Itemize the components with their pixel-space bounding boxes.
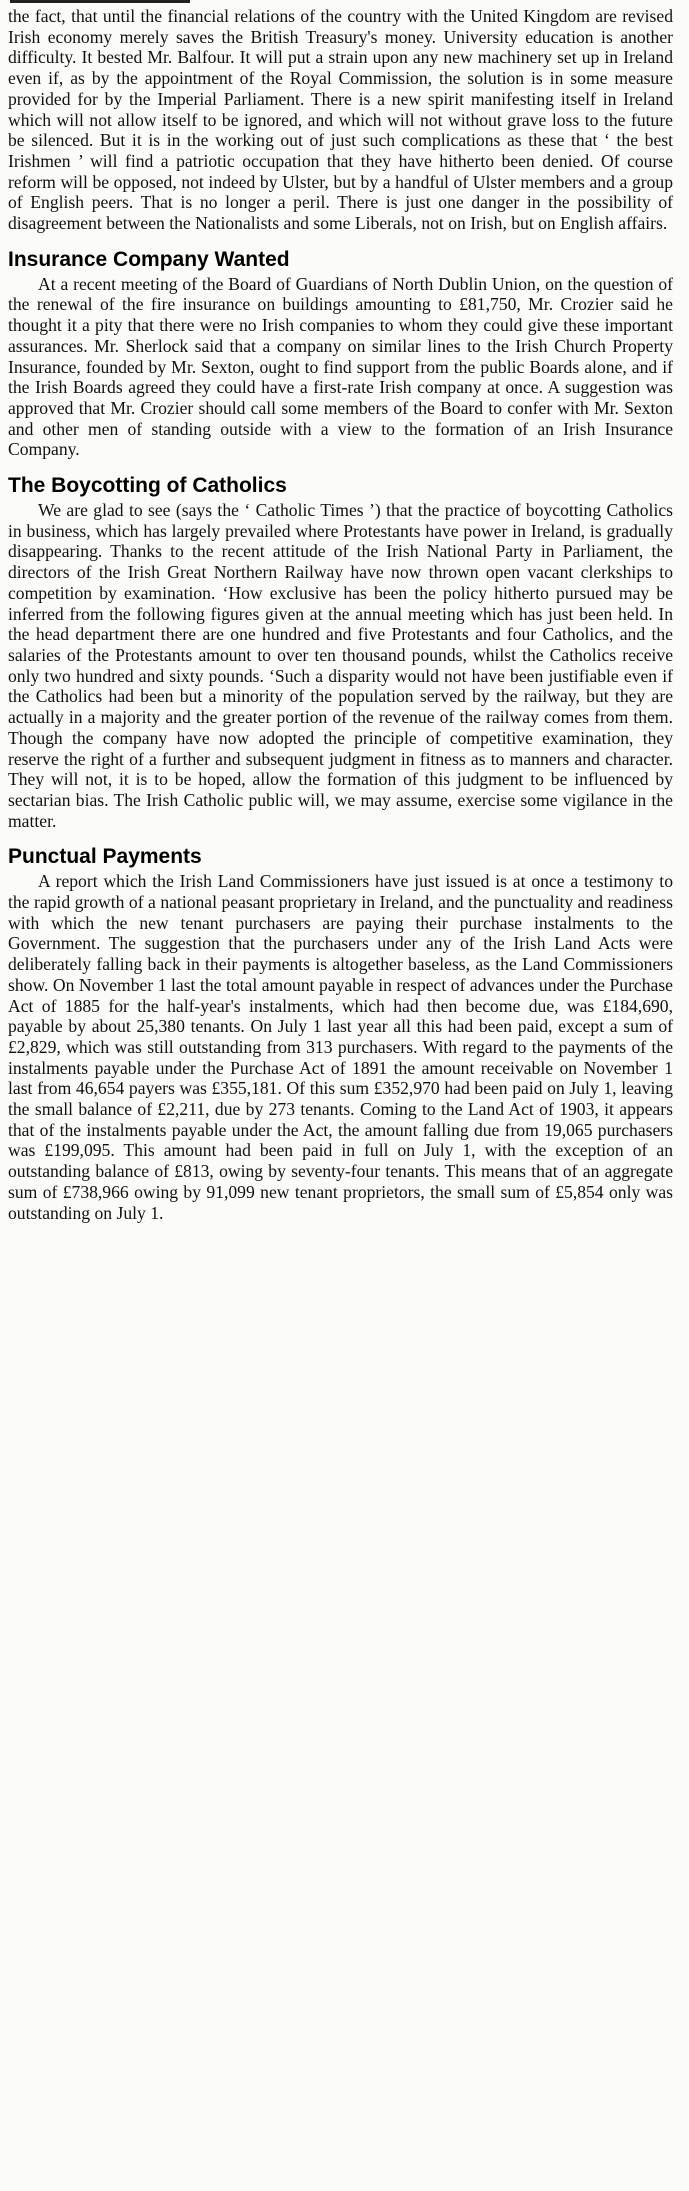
article-column xyxy=(8,6,673,2186)
section-paragraph-boycotting: We are glad to see (says the ‘ Catholic Times ’) that the practice of boycotting Catholics in business, which has largely prevailed where Protestants have power in Ireland, is gradually disappearing. Thanks to the recent attitude of the Irish National Party in Parliament, the directors of the Irish Great Northern Railway have now thrown open vacant clerkships to competition by examination. ‘How exclusive has been the policy hitherto pursued may be inferred from the following figures given at the annual meeting which has just been held. In the head department there are one hundred and five Protestants and four Catholics, and the salaries of the Protestants amount to over ten thousand pounds, whilst the Catholics receive only two hundred and sixty pounds. ‘Such a disparity would not have been justifiable even if the Catholics had been but a minority of the population served by the railway, but they are actually in a majority and the greater portion of the revenue of the railway comes from them. Though the company have now adopted the principle of competitive examination, they reserve the right of a further and subsequent judgment in fitness as to manners and character. They will not, it is to be hoped, allow the formation of this judgment to be influenced by sectarian bias. The Irish Catholic public will, we may assume, exercise some vigilance in the matter. xyxy=(8,500,673,831)
section-paragraph-punctual: A report which the Irish Land Commissioners have just issued is at once a testimony to the rapid growth of a national peasant proprietary in Ireland, and the punctuality and readiness with which the new tenant purchasers are paying their purchase instalments to the Government. The suggestion that the purchasers under any of the Irish Land Acts were deliberately falling back in their payments is altogether baseless, as the Land Commissioners show. On November 1 last the total amount payable in respect of advances under the Purchase Act of 1885 for the half-year's instalments, which had then become due, was £184,690, payable by about 25,380 tenants. On July 1 last year all this had been paid, except a sum of £2,829, which was still outstanding from 313 purchasers. With regard to the payments of the instalments payable under the Purchase Act of 1891 the amount receivable on November 1 last from 46,654 payers was £355,181. Of this sum £352,970 had been paid on July 1, leaving the small balance of £2,211, due by 273 tenants. Coming to the Land Act of 1903, it appears that of the instalments payable under the Act, the amount falling due from 19,065 purchasers was £199,095. This amount had been paid in full on July 1, with the exception of an outstanding balance of £813, owing by seventy-four tenants. This means that of an aggregate sum of £738,966 owing by 91,099 new tenant proprietors, the small sum of £5,854 only was outstanding on July 1. xyxy=(8,871,673,1223)
top-rule-divider xyxy=(10,0,190,3)
section-heading-boycotting: The Boycotting of Catholics xyxy=(8,474,287,498)
intro-paragraph: the fact, that until the financial relations of the country with the United Kingdom are revised Irish economy merely saves the British Treasury's money. University education is another difficulty. It bested Mr. Balfour. It will put a strain upon any new machinery set up in Ireland even if, as by the appointment of the Royal Commission, the solution is in some measure provided for by the Imperial Parliament. There is a new spirit manifesting itself in Ireland which will not allow itself to be ignored, and which will not without grave loss to the future be silenced. But it is in the working out of just such complications as these that ‘ the best Irishmen ’ will find a patriotic occupation that they have hitherto been denied. Of course reform will be opposed, not indeed by Ulster, but by a handful of Ulster members and a group of English peers. That is no longer a peril. There is just one danger in the possibility of disagreement between the Nationalists and some Liberals, not on Irish, but on English affairs. xyxy=(8,6,673,234)
section-paragraph-insurance: At a recent meeting of the Board of Guardians of North Dublin Union, on the question of the renewal of the fire insurance on buildings amounting to £81,750, Mr. Crozier said he thought it a pity that there were no Irish companies to whom they could give these important assurances. Mr. Sherlock said that a company on similar lines to the Irish Church Property Insurance, founded by Mr. Sexton, ought to find support from the public Boards alone, and if the Irish Boards agreed they could have a first-rate Irish company at once. A suggestion was approved that Mr. Crozier should call some members of the Board to confer with Mr. Sexton and other men of standing outside with a view to the formation of an Irish Insurance Company. xyxy=(8,273,673,460)
section-heading-punctual: Punctual Payments xyxy=(8,845,202,869)
section-boycotting-of-catholics xyxy=(8,472,673,831)
section-insurance-company-wanted xyxy=(8,246,673,460)
section-punctual-payments xyxy=(8,843,673,1223)
section-heading-insurance: Insurance Company Wanted xyxy=(8,247,290,271)
